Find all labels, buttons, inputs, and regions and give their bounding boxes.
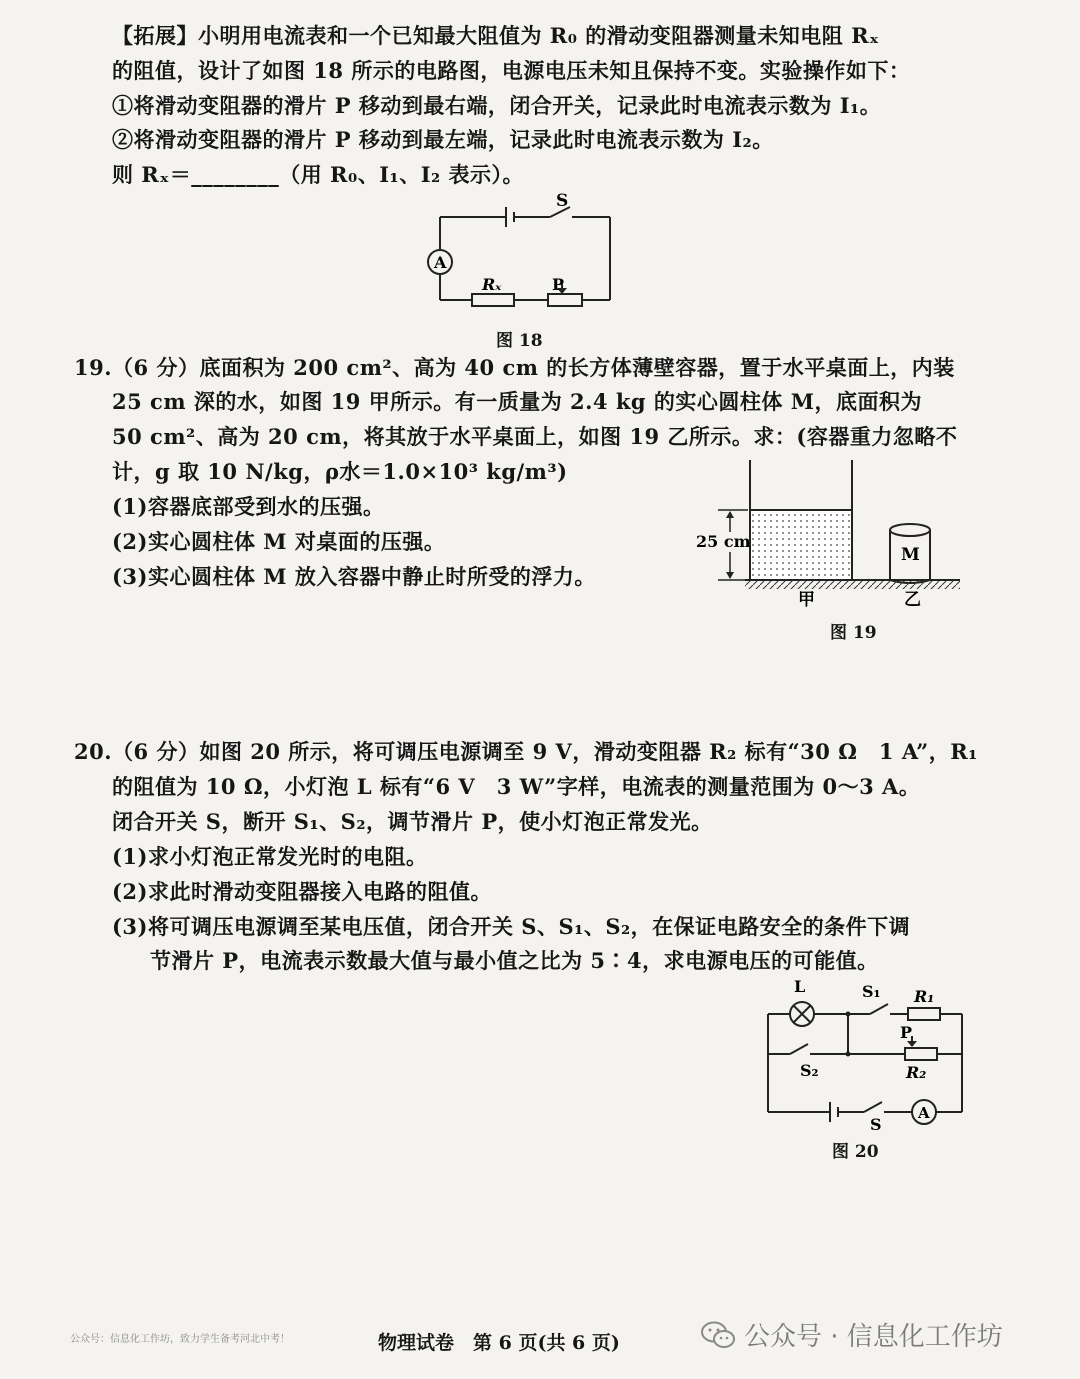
text-line: 节滑片 P，电流表示数最大值与最小值之比为 5∶4，求电源电压的可能值。 [150,948,879,973]
cylinder-label: M [901,545,920,565]
watermark [700,1316,1003,1353]
text-line: ②将滑动变阻器的滑片 P 移动到最左端，记录此时电流表示数为 I₂。 [112,127,774,152]
footer-note: 公众号：信息化工作坊，致力学生备考河北中考！ [70,1334,290,1345]
depth-label: 25 cm [696,532,751,551]
label-jia: 甲 [798,590,815,610]
text-line: 的阻值为 10 Ω，小灯泡 L 标有“6 V 3 W”字样，电流表的测量范围为 0～3 A。 [112,774,921,799]
text-line: (1)容器底部受到水的压强。 [112,494,385,519]
lamp-label: L [794,977,806,996]
figure-20-circuit [760,972,975,1132]
text-line: (2)求此时滑动变阻器接入电路的阻值。 [112,879,492,904]
text-line: 20.（6 分）如图 20 所示，将可调压电源调至 9 V，滑动变阻器 R₂ 标有“30 Ω 1 A”，R₁ [74,739,978,764]
text-line: (2)实心圆柱体 M 对桌面的压强。 [112,529,446,554]
slider-p-label: P [900,1023,913,1042]
r1-label: R₁ [914,987,935,1006]
ammeter-label: A [434,253,447,272]
text-line: 25 cm 深的水，如图 19 甲所示。有一质量为 2.4 kg 的实心圆柱体 M，底面积为 [112,389,922,414]
switch-s-label: S [870,1115,882,1132]
figure-20-caption: 图 20 [832,1142,879,1162]
text-line: ①将滑动变阻器的滑片 P 移动到最右端，闭合开关，记录此时电流表示数为 I₁。 [112,93,882,118]
wechat-icon [700,1320,736,1350]
text-line: 19.（6 分）底面积为 200 cm²、高为 40 cm 的长方体薄壁容器，置于水平桌面上，内装 [74,355,955,380]
page-footer: 物理试卷 第 6 页(共 6 页) [378,1332,620,1354]
s1-label: S₁ [862,982,881,1001]
r2-label: R₂ [906,1063,927,1082]
figure-18-circuit [420,192,620,322]
label-yi: 乙 [904,590,921,610]
rx-label: Rₓ [482,275,502,294]
text-line: 【拓展】小明用电流表和一个已知最大阻值为 R₀ 的滑动变阻器测量未知电阻 Rₓ [112,23,880,48]
slider-label: P [552,275,565,294]
text-line: 则 Rₓ＝________（用 R₀、I₁、I₂ 表示）。 [112,162,525,187]
text-line: (1)求小灯泡正常发光时的电阻。 [112,844,428,869]
figure-18-caption: 图 18 [496,331,543,351]
ammeter-a-label: A [918,1104,930,1122]
text-line: 计，g 取 10 N/kg，ρ水＝1.0×10³ kg/m³) [112,459,568,484]
text-line: 闭合开关 S，断开 S₁、S₂，调节滑片 P，使小灯泡正常发光。 [112,809,713,834]
text-line: (3)实心圆柱体 M 放入容器中静止时所受的浮力。 [112,564,596,589]
s2-label: S₂ [800,1061,819,1080]
text-line: 50 cm²、高为 20 cm，将其放于水平桌面上，如图 19 乙所示。求：(容器重力忽略不 [112,424,958,449]
figure-19-container [690,452,970,617]
switch-label: S [556,192,569,211]
text-line: (3)将可调压电源调至某电压值，闭合开关 S、S₁、S₂，在保证电路安全的条件下调 [112,914,911,939]
figure-19-caption: 图 19 [830,623,877,643]
text-line: 的阻值，设计了如图 18 所示的电路图，电源电压未知且保持不变。实验操作如下： [112,58,911,83]
watermark-text: 公众号 · 信息化工作坊 [744,1322,1003,1352]
